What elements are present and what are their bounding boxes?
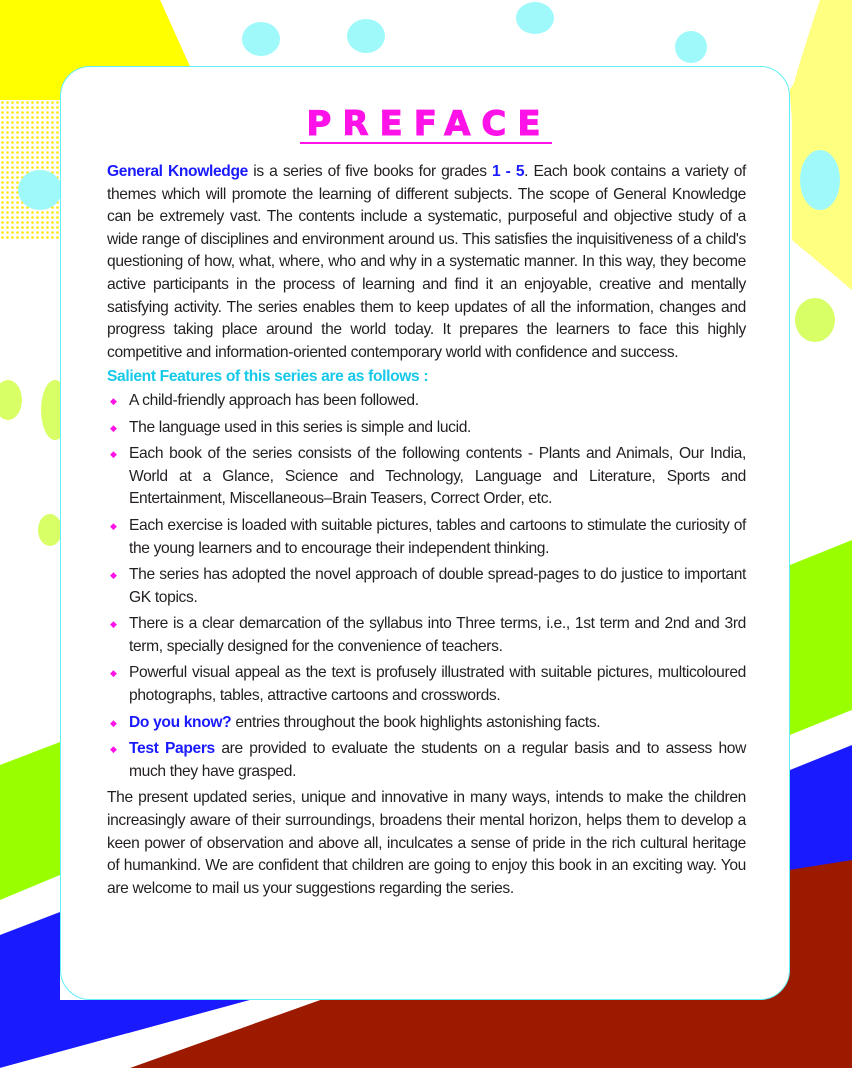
feature-text: The series has adopted the novel approach of double spread-pages to do justice to important GK topics. [129, 566, 746, 606]
list-item [107, 738, 746, 783]
grades: 1 - 5 [492, 163, 525, 180]
list-item [107, 662, 746, 707]
list-item [107, 564, 746, 609]
list-item [107, 390, 746, 413]
bullet-icon: ◆ [110, 449, 117, 460]
intro-paragraph [107, 161, 746, 364]
bullet-icon: ◆ [110, 668, 117, 679]
list-item [107, 515, 746, 560]
list-item [107, 417, 746, 440]
closing-paragraph: The present updated series, unique and innovative in many ways, intends to make the children increasingly aware of their surroundings, broadens their mental horizon, helps them to develop a keen power of observation and above all, inculcates a sense of pride in the rich cultural heritage of humankind. We are confident that children are going to enjoy this book in an exciting way. You are welcome to mail us your suggestions regarding the series. [107, 789, 746, 897]
preface-content [107, 161, 746, 900]
bullet-icon: ◆ [110, 717, 117, 728]
feature-text: The language used in this series is simple and lucid. [129, 418, 472, 436]
features-list [107, 390, 746, 784]
feature-text: Each book of the series consists of the following contents - Plants and Animals, Our India, World at a Glance, Science and Technology, Language and Literature, Sports and Entertainment, Miscellaneous–Brain Teasers, Correct Order, etc. [129, 445, 746, 508]
page-title: PREFACE [300, 106, 551, 144]
feature-highlight: Do you know? [129, 713, 232, 731]
list-item [107, 613, 746, 658]
bullet-icon: ◆ [110, 619, 117, 630]
bullet-icon: ◆ [110, 570, 117, 581]
feature-text: There is a clear demarcation of the syllabus into Three terms, i.e., 1st term and 2nd and 3rd term, specially designed for the convenience of teachers. [129, 615, 746, 655]
feature-text: Each exercise is loaded with suitable pictures, tables and cartoons to stimulate the curiosity of the young learners and to encourage their independent thinking. [129, 516, 746, 557]
list-item [107, 712, 746, 735]
features-heading: Salient Features of this series are as follows : [107, 368, 429, 386]
feature-text: A child-friendly approach has been followed. [129, 391, 419, 409]
page-title-wrap [0, 106, 852, 144]
bullet-icon: ◆ [110, 744, 117, 755]
feature-text: entries throughout the book highlights astonishing facts. [231, 713, 601, 731]
feature-highlight: Test Papers [129, 740, 215, 758]
intro-text-b: . Each book contains a variety of themes which will promote the learning of different subjects. The scope of General Knowledge can be extremely vast. The contents include a systematic, purposeful and objective study of a wide range of disciplines and environment around us. This satisfies the inquisitiveness of a child's questioning of how, what, where, who and why in a systematic manner. In this way, they become active participants in the process of learning and find it an enjoyable, creative and mentally satisfying activity. The series enables them to keep updates of all the information, changes and progress taking place around the world today. It prepares the learners to face this highly competitive and information-oriented contemporary world with confidence and success. [107, 163, 747, 361]
list-item [107, 443, 746, 511]
intro-text-a: is a series of five books for grades [247, 163, 493, 180]
feature-text: Powerful visual appeal as the text is profusely illustrated with suitable pictures, multicoloured photographs, tables, attractive cartoons and crosswords. [129, 664, 746, 705]
bullet-icon: ◆ [110, 520, 117, 531]
series-name: General Knowledge [107, 163, 248, 180]
feature-text: are provided to evaluate the students on a regular basis and to assess how much they have grasped. [129, 740, 747, 780]
bullet-icon: ◆ [110, 422, 117, 433]
bullet-icon: ◆ [110, 395, 117, 406]
